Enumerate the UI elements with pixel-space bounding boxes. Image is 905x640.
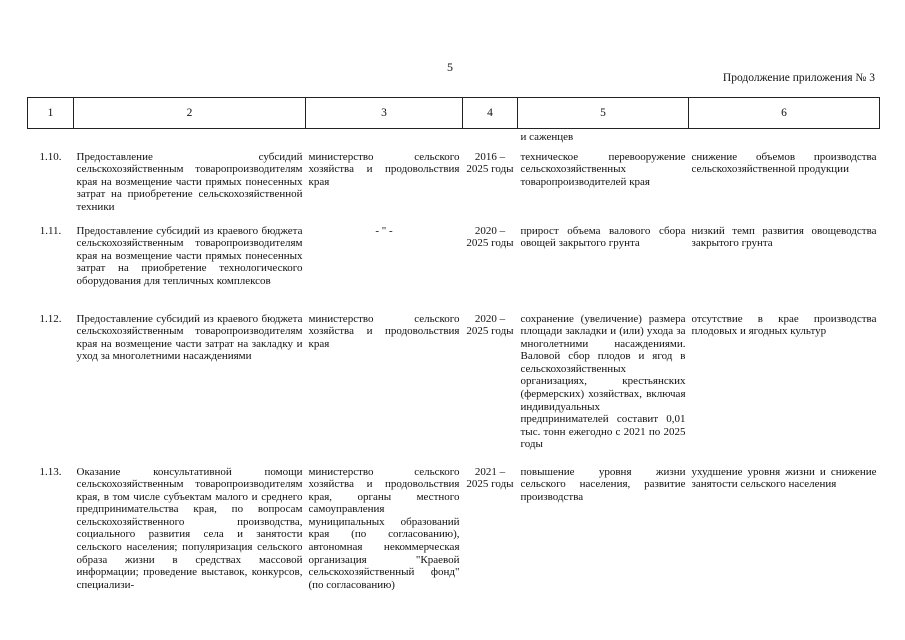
row-period: 2020 – 2025 годы bbox=[466, 224, 514, 250]
header-col-6: 6 bbox=[689, 98, 880, 129]
continuation-row bbox=[28, 129, 880, 151]
row-consequence: снижение объемов производства сельскохозяйственной продукции bbox=[691, 150, 877, 176]
row-period: 2020 – 2025 годы bbox=[466, 312, 514, 338]
header-col-4: 4 bbox=[463, 98, 518, 129]
table-row bbox=[28, 225, 880, 313]
appendix-note: Продолжение приложения № 3 bbox=[722, 72, 875, 84]
row-number: 1.13. bbox=[39, 465, 62, 478]
page-number: 5 bbox=[447, 60, 453, 74]
row-number: 1.10. bbox=[39, 150, 62, 163]
row-measure: Предоставление субсидий сельскохозяйственным товаропроизводителям края на возмещение части прямых понесенных затрат на приобретение сельскохозяйственной техники bbox=[76, 150, 303, 213]
row-period: 2021 – 2025 годы bbox=[466, 465, 514, 491]
row-consequence: низкий темп развития овощеводства закрытого грунта bbox=[691, 224, 877, 250]
measures-table bbox=[27, 97, 880, 591]
table-row bbox=[28, 466, 880, 592]
row-measure: Предоставление субсидий из краевого бюджета сельскохозяйственным товаропроизводителям края на возмещение части затрат на закладку и уход за многолетними насаждениями bbox=[76, 312, 303, 363]
row-number: 1.11. bbox=[39, 224, 62, 237]
row-number: 1.12. bbox=[39, 312, 62, 325]
row-executor: министерство сельского хозяйства и продовольствия края bbox=[308, 312, 460, 350]
row-result: техническое перевооружение сельскохозяйственных товаропроизводителей края bbox=[520, 150, 686, 188]
row-consequence: отсутствие в крае производства плодовых и ягодных культур bbox=[691, 312, 877, 338]
header-col-5: 5 bbox=[518, 98, 689, 129]
table-row bbox=[28, 313, 880, 466]
row-result: повышение уровня жизни сельского населения, развитие производства bbox=[520, 465, 686, 503]
row-result: прирост объема валового сбора овощей закрытого грунта bbox=[520, 224, 686, 250]
row-consequence: ухудшение уровня жизни и снижение занятости сельского населения bbox=[691, 465, 877, 491]
row-measure: Оказание консультативной помощи сельскохозяйственным товаропроизводителям края, в том числе субъектам малого и среднего предпринимательства края, по вопросам сельскохозяйственного производства, социального развития села и занятости сельского населения; популяризация сельского образа жизни в средствах массовой информации; проведение выставок, конкурсов, специализи- bbox=[76, 465, 303, 591]
header-col-3: 3 bbox=[306, 98, 463, 129]
table-row bbox=[28, 151, 880, 225]
row-result: сохранение (увеличение) размера площади закладки и (или) ухода за многолетними насаждениями. Валовой сбор плодов и ягод в сельскохозяйственных организациях, крестьянских (фермерских) хозяйствах, включая индивидуальных предпринимателей составит 0,01 тыс. тонн ежегодно с 2021 по 2025 годы bbox=[520, 312, 686, 451]
row-measure: Предоставление субсидий из краевого бюджета сельскохозяйственным товаропроизводителям края на возмещение части прямых понесенных затрат на приобретение технологического оборудования для тепличных комплексов bbox=[76, 224, 303, 287]
header-row bbox=[28, 98, 880, 129]
continuation-text: и саженцев bbox=[520, 131, 574, 143]
row-executor: - " - bbox=[375, 224, 393, 237]
row-executor: министерство сельского хозяйства и продовольствия края bbox=[308, 150, 460, 188]
header-col-2: 2 bbox=[74, 98, 306, 129]
row-executor: министерство сельского хозяйства и продовольствия края, органы местного самоуправления муниципальных образований края (по согласованию), автономная некоммерческая организация "Краевой сельскохозяйственный фонд" (по согласованию) bbox=[308, 465, 460, 591]
row-period: 2016 – 2025 годы bbox=[466, 150, 514, 176]
header-col-1: 1 bbox=[28, 98, 74, 129]
